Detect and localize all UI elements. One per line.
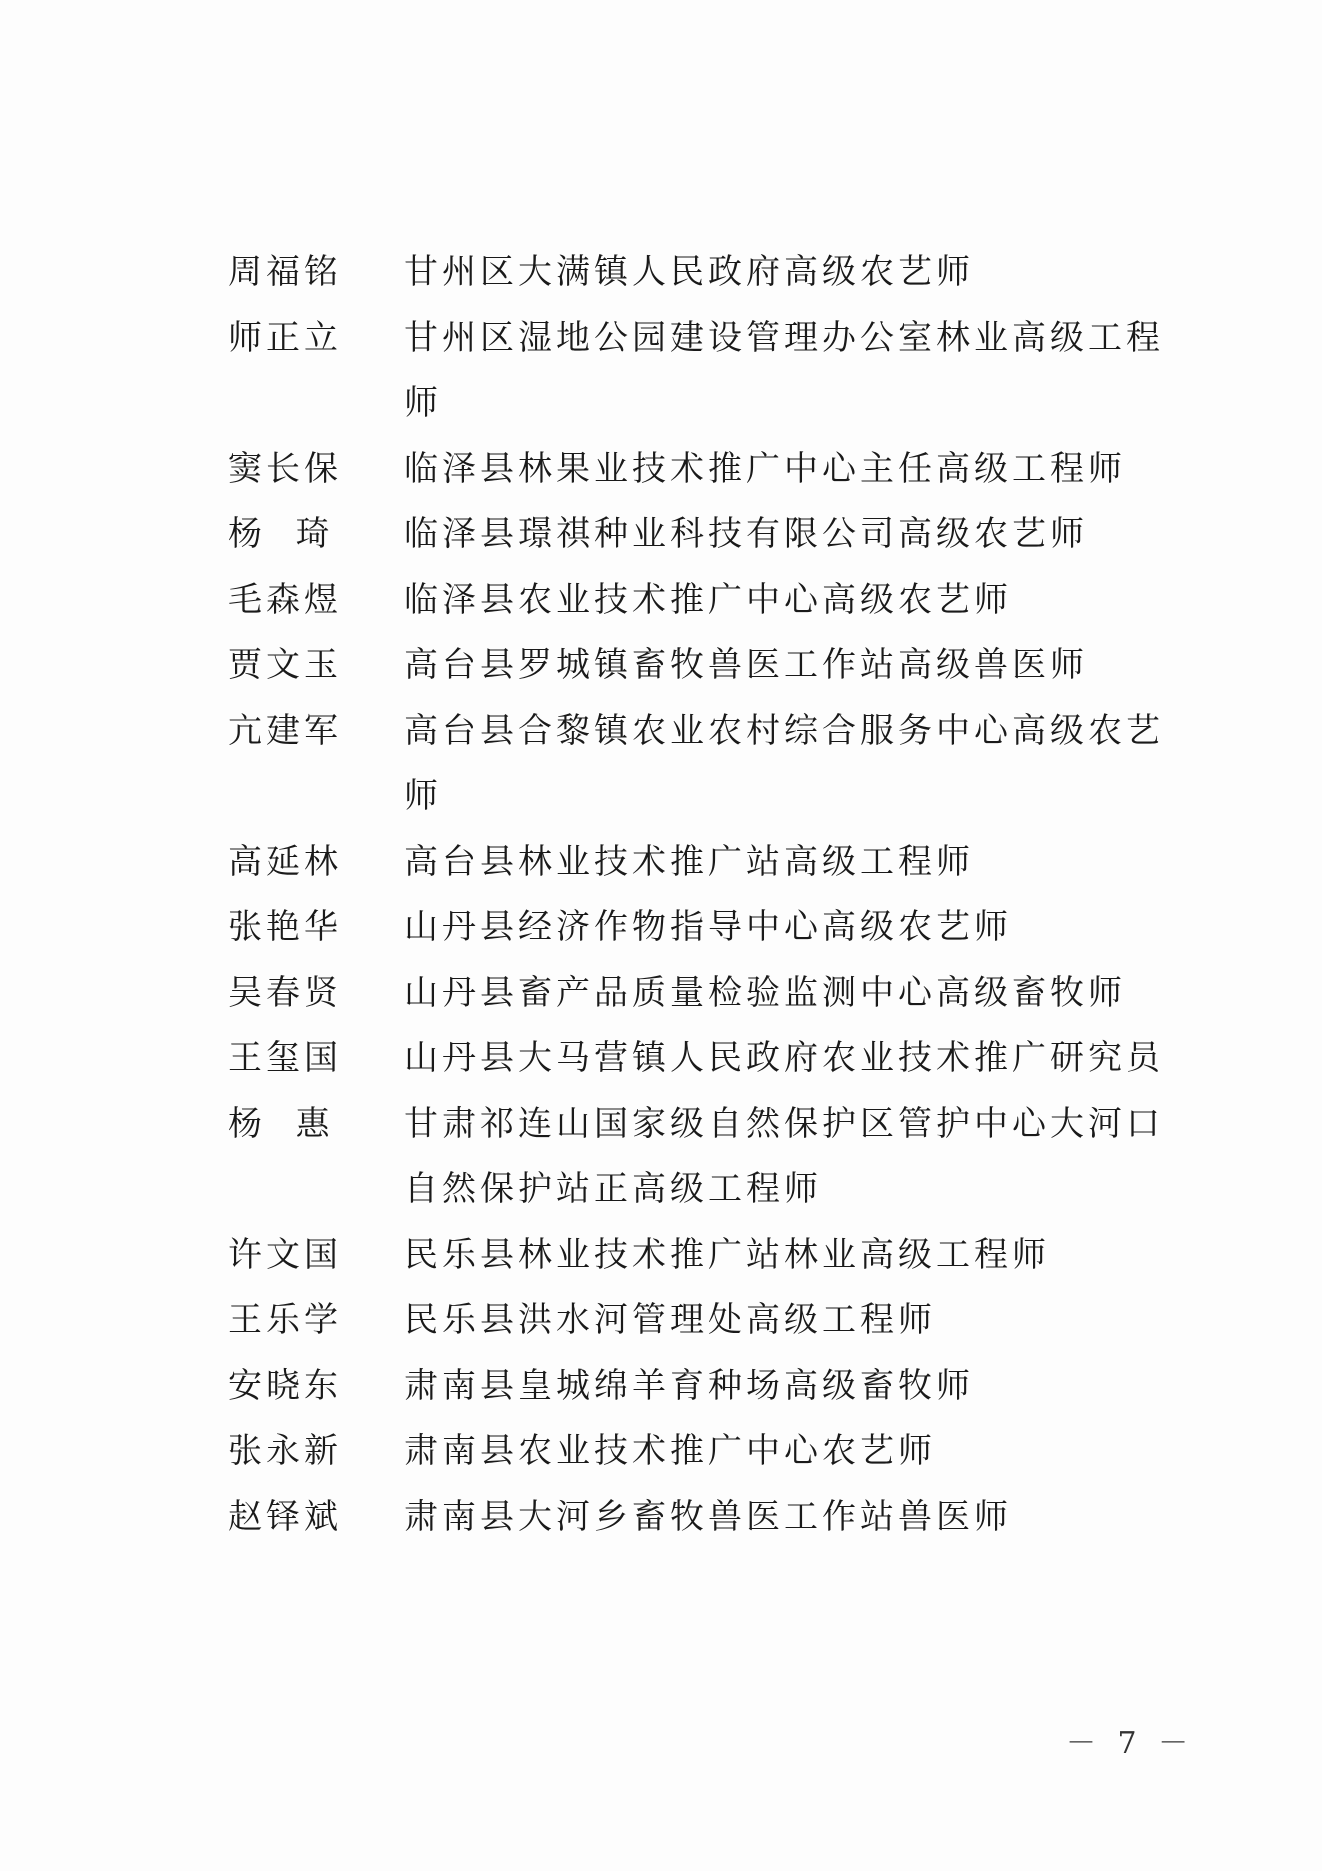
list-item	[228, 437, 1228, 503]
list-item	[228, 633, 1228, 699]
list-item	[228, 1485, 1228, 1551]
person-title: 肃南县农业技术推广中心农艺师	[404, 1431, 936, 1471]
person-name: 杨 琦	[228, 514, 334, 554]
list-item	[228, 1419, 1228, 1485]
person-title: 临泽县璟祺种业科技有限公司高级农艺师	[404, 514, 1088, 554]
list-item	[228, 1026, 1228, 1092]
person-name: 窦长保	[228, 448, 342, 489]
person-name: 亢建军	[228, 710, 342, 751]
person-title: 甘肃祁连山国家级自然保护区管护中心大河口自然保护站正高级工程师	[404, 1103, 1164, 1209]
person-title: 山丹县大马营镇人民政府农业技术推广研究员	[404, 1038, 1164, 1078]
person-name: 王乐学	[228, 1300, 342, 1340]
person-title: 临泽县林果业技术推广中心主任高级工程师	[404, 448, 1126, 489]
list-item	[228, 1092, 1228, 1223]
person-title: 临泽县农业技术推广中心高级农艺师	[404, 579, 1012, 620]
person-name: 赵铎斌	[228, 1496, 342, 1537]
list-item	[228, 502, 1228, 568]
list-item	[228, 1288, 1228, 1354]
personnel-list	[228, 240, 1228, 1550]
person-name: 杨 惠	[228, 1103, 334, 1144]
list-item	[228, 699, 1228, 830]
person-title: 高台县林业技术推广站高级工程师	[404, 841, 974, 882]
person-name: 周福铭	[228, 252, 342, 292]
person-title: 山丹县经济作物指导中心高级农艺师	[404, 907, 1012, 947]
person-title: 甘州区湿地公园建设管理办公室林业高级工程师	[404, 317, 1164, 423]
person-title: 甘州区大满镇人民政府高级农艺师	[404, 252, 974, 292]
person-title: 高台县合黎镇农业农村综合服务中心高级农艺师	[404, 710, 1164, 816]
person-title: 山丹县畜产品质量检验监测中心高级畜牧师	[404, 972, 1126, 1013]
list-item	[228, 568, 1228, 634]
person-name: 张永新	[228, 1431, 342, 1471]
list-item	[228, 306, 1228, 437]
person-name: 吴春贤	[228, 972, 342, 1013]
person-title: 民乐县洪水河管理处高级工程师	[404, 1300, 936, 1340]
list-item	[228, 830, 1228, 896]
person-name: 张艳华	[228, 907, 342, 947]
list-item	[228, 240, 1228, 306]
person-name: 师正立	[228, 317, 342, 358]
person-name: 安晓东	[228, 1365, 342, 1406]
person-name: 毛森煜	[228, 579, 342, 620]
person-name: 王玺国	[228, 1038, 342, 1078]
list-item	[228, 1354, 1228, 1420]
person-name: 贾文玉	[228, 645, 342, 685]
list-item	[228, 961, 1228, 1027]
person-title: 肃南县皇城绵羊育种场高级畜牧师	[404, 1365, 974, 1406]
person-title: 肃南县大河乡畜牧兽医工作站兽医师	[404, 1496, 1012, 1537]
page-number: － 7 －	[1066, 1726, 1195, 1761]
person-title: 高台县罗城镇畜牧兽医工作站高级兽医师	[404, 645, 1088, 685]
list-item	[228, 895, 1228, 961]
person-title: 民乐县林业技术推广站林业高级工程师	[404, 1234, 1050, 1275]
list-item	[228, 1223, 1228, 1289]
person-name: 高延林	[228, 841, 342, 882]
person-name: 许文国	[228, 1234, 342, 1275]
